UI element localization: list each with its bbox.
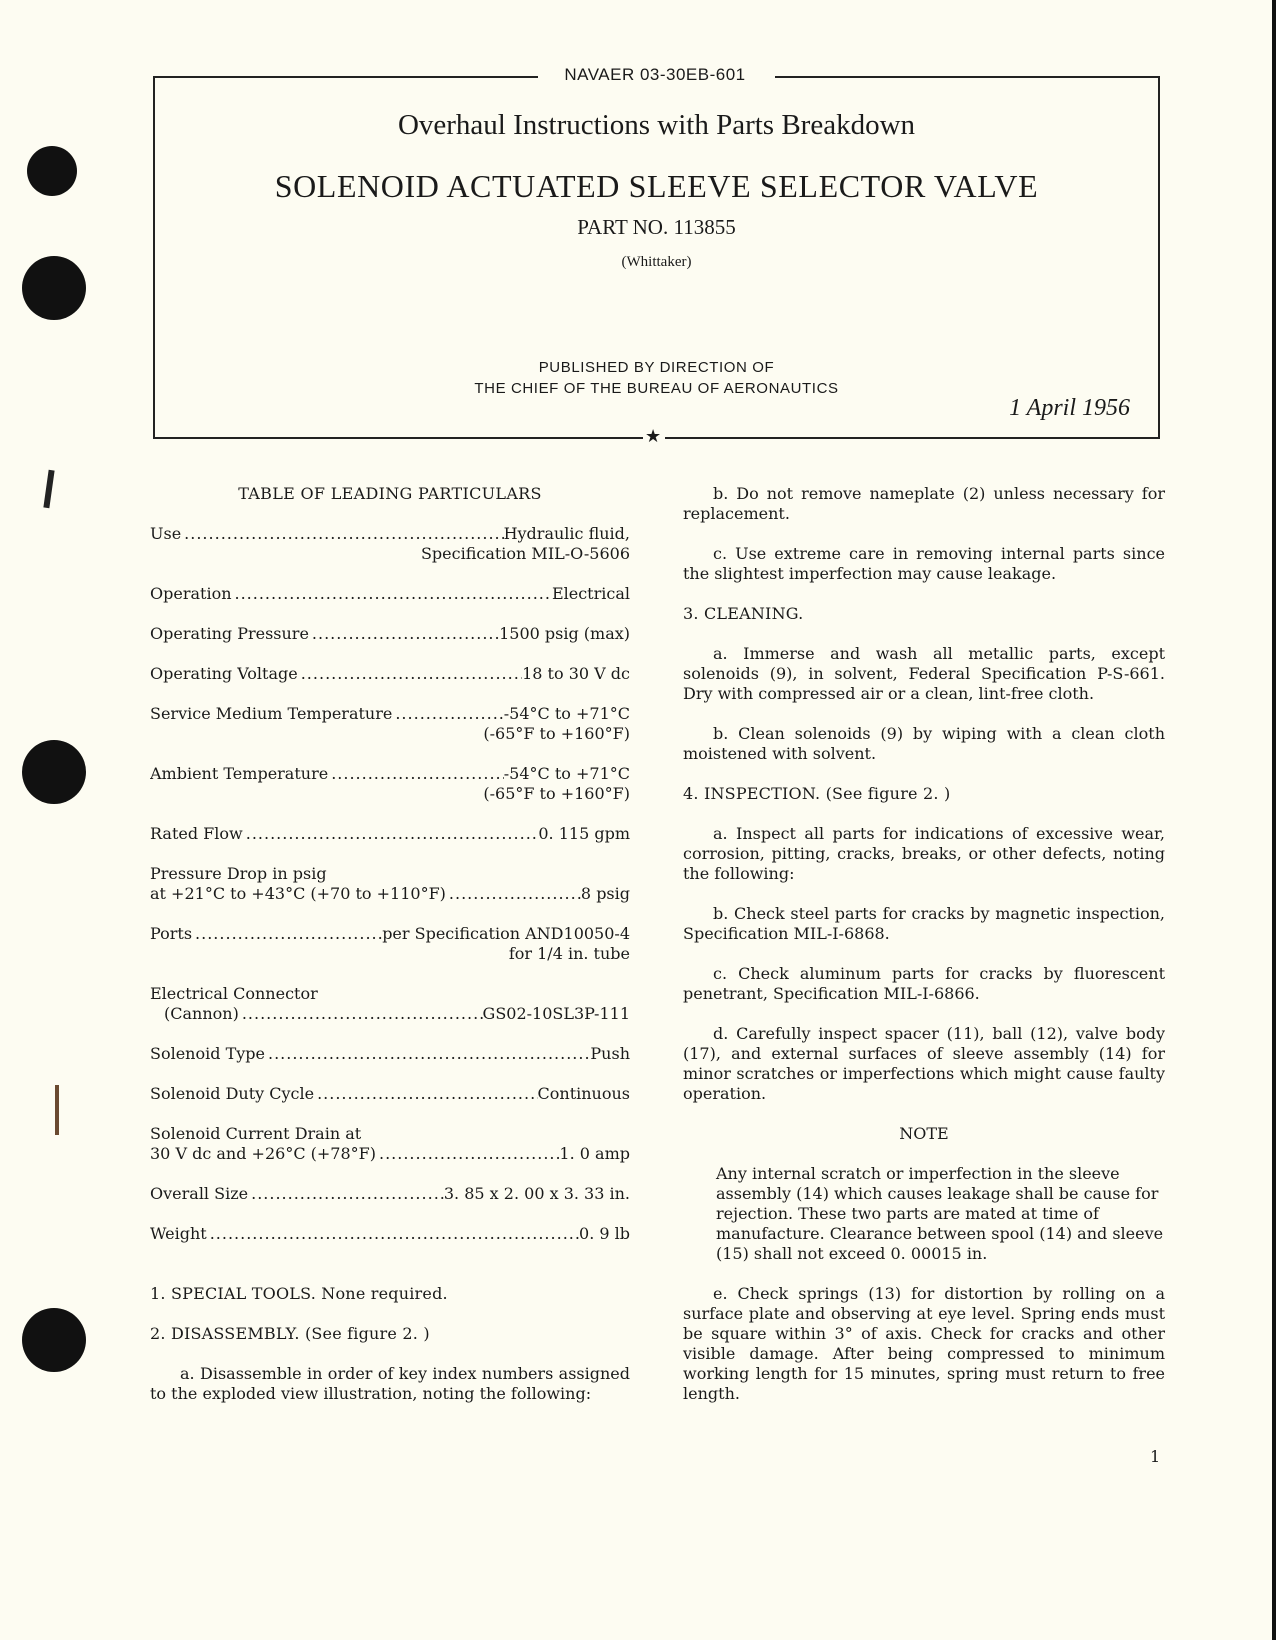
particular-value-cont: (-65°F to +160°F): [483, 724, 630, 743]
particular-ambient-temperature: [150, 764, 630, 804]
inspection-step-d: d. Carefully inspect spacer (11), ball (12), valve body (17), and external surfaces of sleeve assembly (14) for minor scratches or imperfections which might cause faulty operation.: [683, 1024, 1165, 1103]
particular-label: Rated Flow: [150, 824, 243, 843]
particular-label: at +21°C to +43°C (+70 to +110°F): [150, 884, 446, 903]
inspection-step-c: c. Check aluminum parts for cracks by fluorescent penetrant, Specification MIL-I-6866.: [683, 964, 1165, 1003]
bottom-rule-right: [665, 437, 1160, 439]
section-disassembly-heading: 2. DISASSEMBLY. (See figure 2. ): [150, 1324, 430, 1343]
leader-dots: [376, 1144, 559, 1164]
top-rule-left: [153, 76, 538, 78]
section-cleaning-heading: 3. CLEANING.: [683, 604, 804, 623]
leader-dots: [243, 824, 539, 844]
particular-solenoid-type: [150, 1044, 630, 1064]
leader-dots: [192, 924, 382, 944]
particular-value: GS02-10SL3P-111: [482, 1004, 630, 1023]
publication-date: 1 April 1956: [1009, 395, 1130, 421]
publisher-line-1: PUBLISHED BY DIRECTION OF: [538, 359, 775, 376]
binder-hole-top: [27, 146, 77, 196]
particular-label: Operation: [150, 584, 232, 603]
leader-dots: [309, 624, 499, 644]
particular-value: 3. 85 x 2. 00 x 3. 33 in.: [443, 1184, 630, 1203]
particular-label: Ports: [150, 924, 193, 943]
particular-value: 0. 115 gpm: [538, 824, 630, 843]
note-title: NOTE: [899, 1124, 949, 1143]
leader-dots: [248, 1184, 444, 1204]
inspection-step-e: e. Check springs (13) for distortion by rolling on a surface plate and observing at eye level. Spring ends must be square within 3° of axis. Check for cracks and other visible damage. After being compressed to minimum working length for 15 minutes, spring must return to free length.: [683, 1284, 1165, 1403]
section-inspection-heading: 4. INSPECTION. (See figure 2. ): [683, 784, 951, 803]
particular-value: per Specification AND10050-4: [382, 924, 630, 943]
binder-hole-bottom: [22, 1308, 86, 1372]
particular-service-medium-temperature: [150, 704, 630, 744]
disassembly-step-b: b. Do not remove nameplate (2) unless necessary for replacement.: [683, 484, 1165, 523]
star-icon: ★: [645, 426, 662, 447]
document-number: NAVAER 03-30EB-601: [564, 65, 746, 84]
page-edge: [1272, 0, 1276, 1640]
particular-label: Use: [150, 524, 182, 543]
particular-value: 1. 0 amp: [559, 1144, 630, 1163]
leader-dots: [298, 664, 522, 684]
bottom-rule-left: [153, 437, 643, 439]
particular-value: Push: [590, 1044, 630, 1063]
particular-value: 1500 psig (max): [499, 624, 630, 643]
publisher-line-2: THE CHIEF OF THE BUREAU OF AERONAUTICS: [474, 380, 839, 397]
particular-value: Continuous: [537, 1084, 630, 1103]
particular-label: Solenoid Duty Cycle: [150, 1084, 315, 1103]
page-number: 1: [1150, 1447, 1161, 1466]
leader-dots: [265, 1044, 590, 1064]
particular-pre-label: Solenoid Current Drain at: [150, 1124, 362, 1143]
particular-use: [150, 524, 630, 564]
top-rule-right: [775, 76, 1160, 78]
particular-label: Weight: [150, 1224, 207, 1243]
particular-rated-flow: [150, 824, 630, 844]
leader-dots: [446, 884, 581, 904]
particular-value: Electrical: [551, 584, 630, 603]
tear-mark: [43, 470, 54, 508]
table-title: TABLE OF LEADING PARTICULARS: [238, 484, 542, 503]
leader-dots: [328, 764, 504, 784]
binder-hole-middle: [22, 740, 86, 804]
particular-value: 0. 9 lb: [579, 1224, 630, 1243]
leader-dots: [232, 584, 552, 604]
inspection-step-a: a. Inspect all parts for indications of excessive wear, corrosion, pitting, cracks, breaks, or other defects, noting the following:: [683, 824, 1165, 883]
leader-dots: [314, 1084, 537, 1104]
particular-solenoid-current-drain: [150, 1124, 630, 1164]
particular-pressure-drop: [150, 864, 630, 904]
page-title: SOLENOID ACTUATED SLEEVE SELECTOR VALVE: [274, 168, 1039, 204]
leader-dots: [181, 524, 503, 544]
binder-hole-upper: [22, 256, 86, 320]
particular-solenoid-duty-cycle: [150, 1084, 630, 1104]
particular-label: Solenoid Type: [150, 1044, 265, 1063]
inspection-step-b: b. Check steel parts for cracks by magnetic inspection, Specification MIL-I-6868.: [683, 904, 1165, 943]
particular-label: Service Medium Temperature: [150, 704, 393, 723]
particular-label: 30 V dc and +26°C (+78°F): [150, 1144, 376, 1163]
particular-label: Operating Pressure: [150, 624, 309, 643]
particular-value: 8 psig: [580, 884, 630, 903]
note-body: Any internal scratch or imperfection in the sleeve assembly (14) which causes leakage shall be cause for rejection. These two parts are mated at time of manufacture. Clearance between spool (14) and sleeve (15) shall not exceed 0. 00015 in.: [716, 1164, 1164, 1263]
particular-label: Operating Voltage: [150, 664, 298, 683]
particular-value-cont: for 1/4 in. tube: [508, 944, 630, 963]
tear-mark: [55, 1085, 59, 1135]
particular-pre-label: Pressure Drop in psig: [150, 864, 327, 883]
section-special-tools: 1. SPECIAL TOOLS. None required.: [150, 1284, 448, 1303]
particular-value-cont: Specification MIL-O-5606: [420, 544, 630, 563]
particular-ports: [150, 924, 630, 964]
particular-operating-voltage: [150, 664, 630, 684]
cleaning-step-a: a. Immerse and wash all metallic parts, except solenoids (9), in solvent, Federal Specification P-S-661. Dry with compressed air or a clean, lint-free cloth.: [683, 644, 1165, 703]
leader-dots: [392, 704, 503, 724]
particular-label: (Cannon): [164, 1004, 239, 1023]
particular-label: Ambient Temperature: [150, 764, 329, 783]
particular-label: Overall Size: [150, 1184, 249, 1203]
part-number: PART NO. 113855: [577, 215, 736, 239]
manufacturer: (Whittaker): [621, 254, 692, 270]
particular-pre-label: Electrical Connector: [150, 984, 318, 1003]
particular-overall-size: [150, 1184, 630, 1204]
particular-value: 18 to 30 V dc: [522, 664, 630, 683]
particular-electrical-connector: [150, 984, 630, 1024]
particular-value: -54°C to +71°C: [503, 764, 630, 783]
disassembly-step-c: c. Use extreme care in removing internal parts since the slightest imperfection may cause leakage.: [683, 544, 1165, 583]
particular-value-cont: (-65°F to +160°F): [483, 784, 630, 803]
leader-dots: [239, 1004, 483, 1024]
particular-operating-pressure: [150, 624, 630, 644]
cleaning-step-b: b. Clean solenoids (9) by wiping with a clean cloth moistened with solvent.: [683, 724, 1165, 763]
particular-operation: [150, 584, 630, 604]
particular-value: Hydraulic fluid,: [503, 524, 630, 543]
particular-value: -54°C to +71°C: [503, 704, 630, 723]
right-column: [683, 484, 1165, 1424]
left-column: [150, 484, 630, 1424]
publisher: [153, 357, 1160, 399]
leader-dots: [207, 1224, 579, 1244]
disassembly-step-a: a. Disassemble in order of key index numbers assigned to the exploded view illustration, noting the following:: [150, 1364, 630, 1403]
particular-weight: [150, 1224, 630, 1244]
document-type: Overhaul Instructions with Parts Breakdown: [397, 109, 916, 141]
